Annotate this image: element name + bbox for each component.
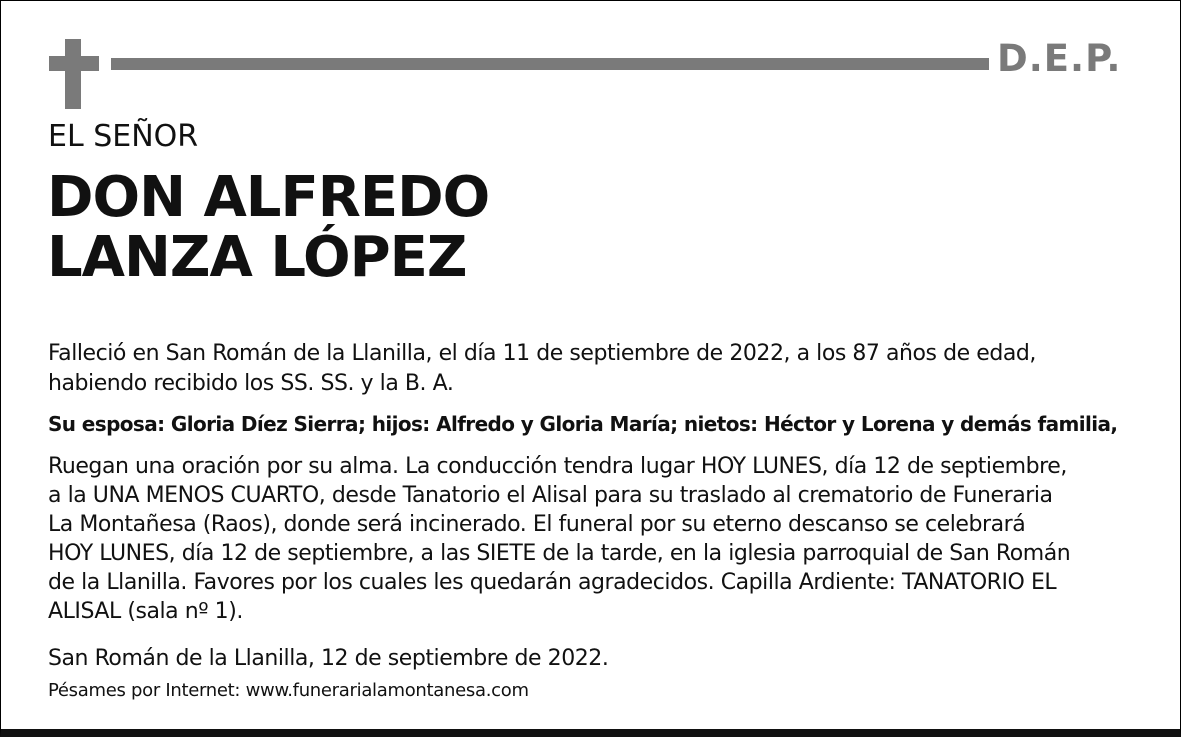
family-line: Su esposa: Gloria Díez Sierra; hijos: Alfredo y Gloria María; nietos: Héctor y Lorena y demás familia, [48,412,1118,436]
request-line: a la UNA MENOS CUARTO, desde Tanatorio el Alisal para su traslado al crematorio de Funeraria [48,483,1053,508]
title-prefix: EL SEÑOR [48,119,199,154]
request-line: Ruegan una oración por su alma. La conducción tendra lugar HOY LUNES, día 12 de septiembre, [48,454,1067,479]
deceased-name-line2: LANZA LÓPEZ [47,225,467,290]
condolences-link[interactable]: Pésames por Internet: www.funerarialamontanesa.com [48,680,529,701]
cross-vertical-bar [65,39,81,109]
header-rule [111,58,989,70]
request-line: La Montañesa (Raos), donde será incinerado. El funeral por su eterno descanso se celebrará [48,512,1026,537]
deceased-name-line1: DON ALFREDO [47,165,490,230]
death-info-line1: Falleció en San Román de la Llanilla, el día 11 de septiembre de 2022, a los 87 años de edad, [48,341,1036,366]
dep-label: D.E.P. [997,37,1122,80]
request-line: ALISAL (sala nº 1). [48,599,243,624]
request-line: HOY LUNES, día 12 de septiembre, a las SIETE de la tarde, en la iglesia parroquial de San Román [48,541,1071,566]
place-date: San Román de la Llanilla, 12 de septiembre de 2022. [48,646,609,671]
cross-horizontal-bar [49,56,99,71]
request-line: de la Llanilla. Favores por los cuales les quedarán agradecidos. Capilla Ardiente: TANATORIO EL [48,570,1057,595]
death-info-line2: habiendo recibido los SS. SS. y la B. A. [48,371,454,396]
